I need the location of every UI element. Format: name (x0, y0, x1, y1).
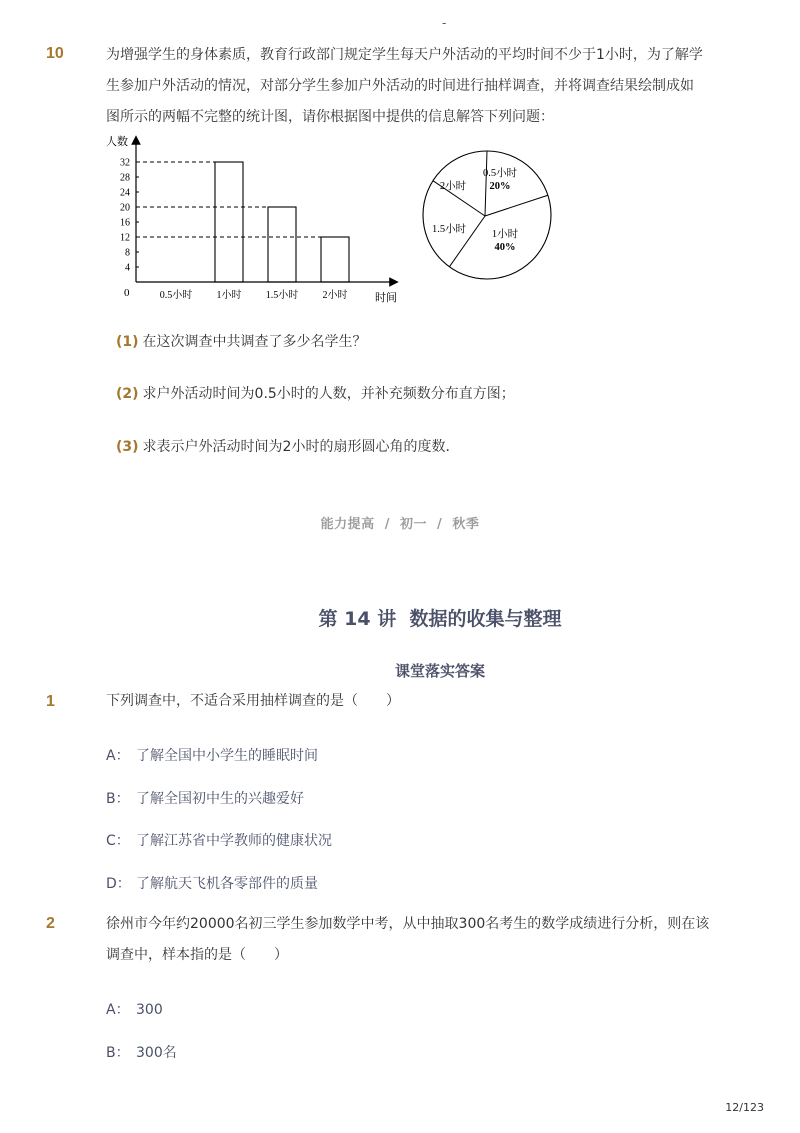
option-letter: A： (106, 1002, 130, 1018)
pie-slice-label: 1.5小时 (431, 224, 467, 235)
option-text: 300名 (136, 1045, 177, 1061)
y-tick-label: 32 (120, 157, 130, 169)
y-tick-label: 24 (120, 187, 130, 199)
sub-question-3 (116, 436, 459, 456)
stem-line: 徐州市今年约20000名初三学生参加数学中考，从中抽取300名考生的数学成绩进行分析，则在该 (106, 916, 710, 932)
option-a (106, 745, 318, 765)
pie-slice-label: 0.5小时 (482, 168, 518, 179)
page-number: 12/123 (725, 1101, 764, 1114)
y-tick-label: 12 (120, 232, 130, 244)
stem-line: 调查中，样本指的是（ ） (106, 947, 288, 963)
option-b (106, 1042, 177, 1062)
option-text: 了解航天飞机各零部件的质量 (136, 876, 318, 892)
question-1-stem: 下列调查中，不适合采用抽样调查的是（ ） (106, 693, 400, 709)
stem-line: 图所示的两幅不完整的统计图，请你根据图中提供的信息解答下列问题： (106, 109, 554, 125)
y-tick-label: 4 (125, 262, 130, 274)
pie-slice-percent: 40% (494, 242, 516, 253)
sub-question-text: 在这次调查中共调查了多少名学生？ (142, 334, 367, 350)
sub-question-1 (116, 331, 367, 351)
option-letter: C： (106, 833, 130, 849)
option-text: 了解全国初中生的兴趣爱好 (136, 791, 304, 807)
option-text: 了解全国中小学生的睡眠时间 (136, 748, 318, 764)
sub-question-text: 求户外活动时间为0.5小时的人数，并补充频数分布直方图； (142, 386, 515, 402)
option-letter: A： (106, 748, 130, 764)
histogram-bar (268, 207, 296, 282)
pie-slice-label: 2小时 (439, 181, 467, 192)
x-tick-label: 1.5小时 (265, 290, 299, 301)
option-a (106, 999, 163, 1019)
top-mark: - (442, 16, 447, 30)
histogram-bar (215, 162, 243, 282)
sub-question-number: (3) (116, 439, 139, 455)
y-tick-label: 20 (120, 202, 130, 214)
option-letter: B： (106, 1045, 130, 1061)
y-tick-label: 16 (120, 217, 130, 229)
origin-label: 0 (124, 287, 130, 299)
stem-line: 生参加户外活动的情况，对部分学生参加户外活动的时间进行抽样调查，并将调查结果绘制成如 (106, 78, 694, 94)
histogram-chart (96, 130, 416, 310)
x-axis-label: 时间 (375, 292, 397, 304)
option-c (106, 830, 332, 850)
sub-question-text: 求表示户外活动时间为2小时的扇形圆心角的度数． (142, 439, 460, 455)
pie-slice-edge (485, 195, 548, 216)
lecture-title: 第 14 讲 数据的收集与整理 (318, 608, 562, 630)
pie-slice-percent: 20% (489, 181, 511, 192)
y-tick-label: 8 (125, 247, 130, 259)
option-letter: B： (106, 791, 130, 807)
x-tick-label: 1小时 (216, 290, 242, 301)
option-d (106, 873, 318, 893)
option-letter: D： (106, 876, 131, 892)
pie-chart (412, 140, 562, 290)
question-number-10: 10 (46, 45, 64, 62)
question-number-1: 1 (46, 693, 55, 710)
pie-slice-edge (485, 151, 487, 216)
option-text: 300 (136, 1002, 163, 1018)
option-b (106, 788, 304, 808)
sub-question-2 (116, 383, 515, 403)
pie-slice-label: 1小时 (491, 229, 519, 240)
y-tick-label: 28 (120, 172, 130, 184)
x-tick-label: 2小时 (322, 290, 348, 301)
histogram-bar (321, 237, 349, 282)
x-tick-label: 0.5小时 (159, 290, 193, 301)
stem-line: 为增强学生的身体素质，教育行政部门规定学生每天户外活动的平均时间不少于1小时，为了解学 (106, 47, 703, 63)
section-title: 课堂落实答案 (394, 662, 485, 680)
question-number-2: 2 (46, 915, 55, 932)
question-10-stem (106, 40, 726, 133)
question-2-stem (106, 909, 726, 971)
sub-question-number: (1) (116, 334, 139, 350)
option-text: 了解江苏省中学教师的健康状况 (136, 833, 332, 849)
y-axis-label: 人数 (106, 136, 128, 148)
sub-question-number: (2) (116, 386, 139, 402)
page-footer-label: 能力提高 / 初一 / 秋季 (320, 517, 480, 532)
